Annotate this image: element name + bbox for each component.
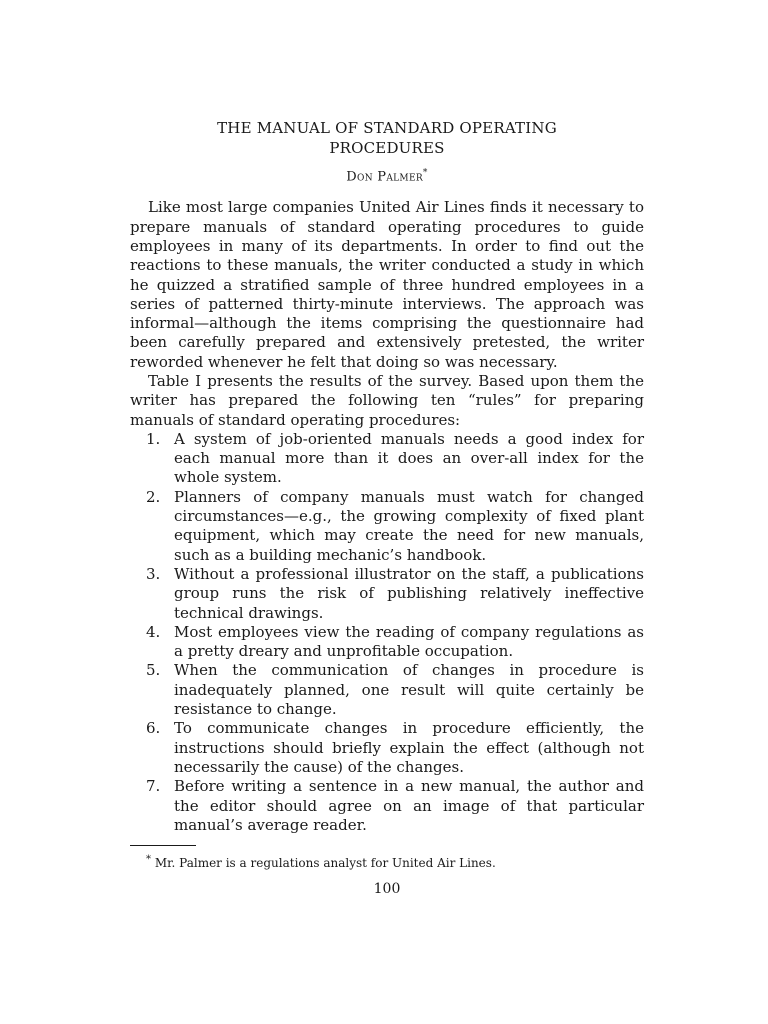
author-name: Don Palmer [346, 169, 423, 185]
rule-item [130, 430, 644, 488]
rule-text: Before writing a sentence in a new manual, the author and the editor should agree on an image of that particular manual’s average reader. [174, 777, 644, 834]
survey-paragraph: Table I presents the results of the survey. Based upon them the writer has prepared the following ten “rules” for preparing manuals of standard operating procedures: [130, 372, 644, 429]
rule-item [130, 565, 644, 623]
rule-number: 5. [146, 661, 161, 680]
footnote-mark: * [146, 854, 151, 866]
rule-number: 1. [146, 429, 161, 448]
rule-text: Most employees view the reading of company regulations as a pretty dreary and unprofitable occupation. [174, 622, 644, 661]
article-page [130, 118, 644, 897]
rule-number: 4. [146, 622, 161, 641]
rule-text: Planners of company manuals must watch for changed circumstances—e.g., the growing complexity of fixed plant equipment, which may create the need for new manuals, such as a building mechanic’s handbook. [174, 487, 644, 564]
rule-item [130, 488, 644, 565]
rule-number: 7. [146, 777, 161, 796]
rule-text: A system of job-oriented manuals needs a good index for each manual more than it does an over-all index for the whole system. [174, 429, 644, 487]
author-byline [130, 168, 644, 184]
footnote-text: Mr. Palmer is a regulations analyst for United Air Lines. [154, 856, 496, 871]
rule-number: 6. [146, 719, 161, 738]
rule-text: Without a professional illustrator on the staff, a publications group runs the risk of publishing relatively ineffective technical drawings. [174, 564, 644, 622]
rule-number: 3. [146, 564, 161, 583]
intro-paragraph: Like most large companies United Air Lines finds it necessary to prepare manuals of standard operating procedures to guide employees in many of its departments. In order to find out the reactions to these manuals, the writer conducted a study in which he quizzed a stratified sample of three hundred employees in a series of patterned thirty-minute interviews. The approach was informal—although the items comprising the questionnaire had been carefully prepared and extensively pretested, the writer reworded whenever he felt that doing so was necessary. [130, 198, 644, 371]
rule-number: 2. [146, 487, 161, 506]
title-line-1: THE MANUAL OF STANDARD OPERATING [217, 119, 557, 137]
rules-list [130, 430, 644, 835]
rule-item [130, 719, 644, 777]
article-title [130, 118, 644, 158]
footnote [130, 852, 644, 871]
author-footnote-mark: * [422, 168, 428, 178]
rule-item [130, 661, 644, 719]
rule-item [130, 777, 644, 835]
page-number: 100 [373, 881, 401, 898]
rule-text: To communicate changes in procedure efficiently, the instructions should briefly explain the effect (although not necessarily the cause) of the changes. [174, 719, 644, 776]
footnote-divider [130, 845, 196, 846]
rule-text: When the communication of changes in procedure is inadequately planned, one result will quite certainly be resistance to change. [174, 661, 644, 719]
rule-item [130, 623, 644, 662]
title-line-2: PROCEDURES [329, 139, 445, 157]
